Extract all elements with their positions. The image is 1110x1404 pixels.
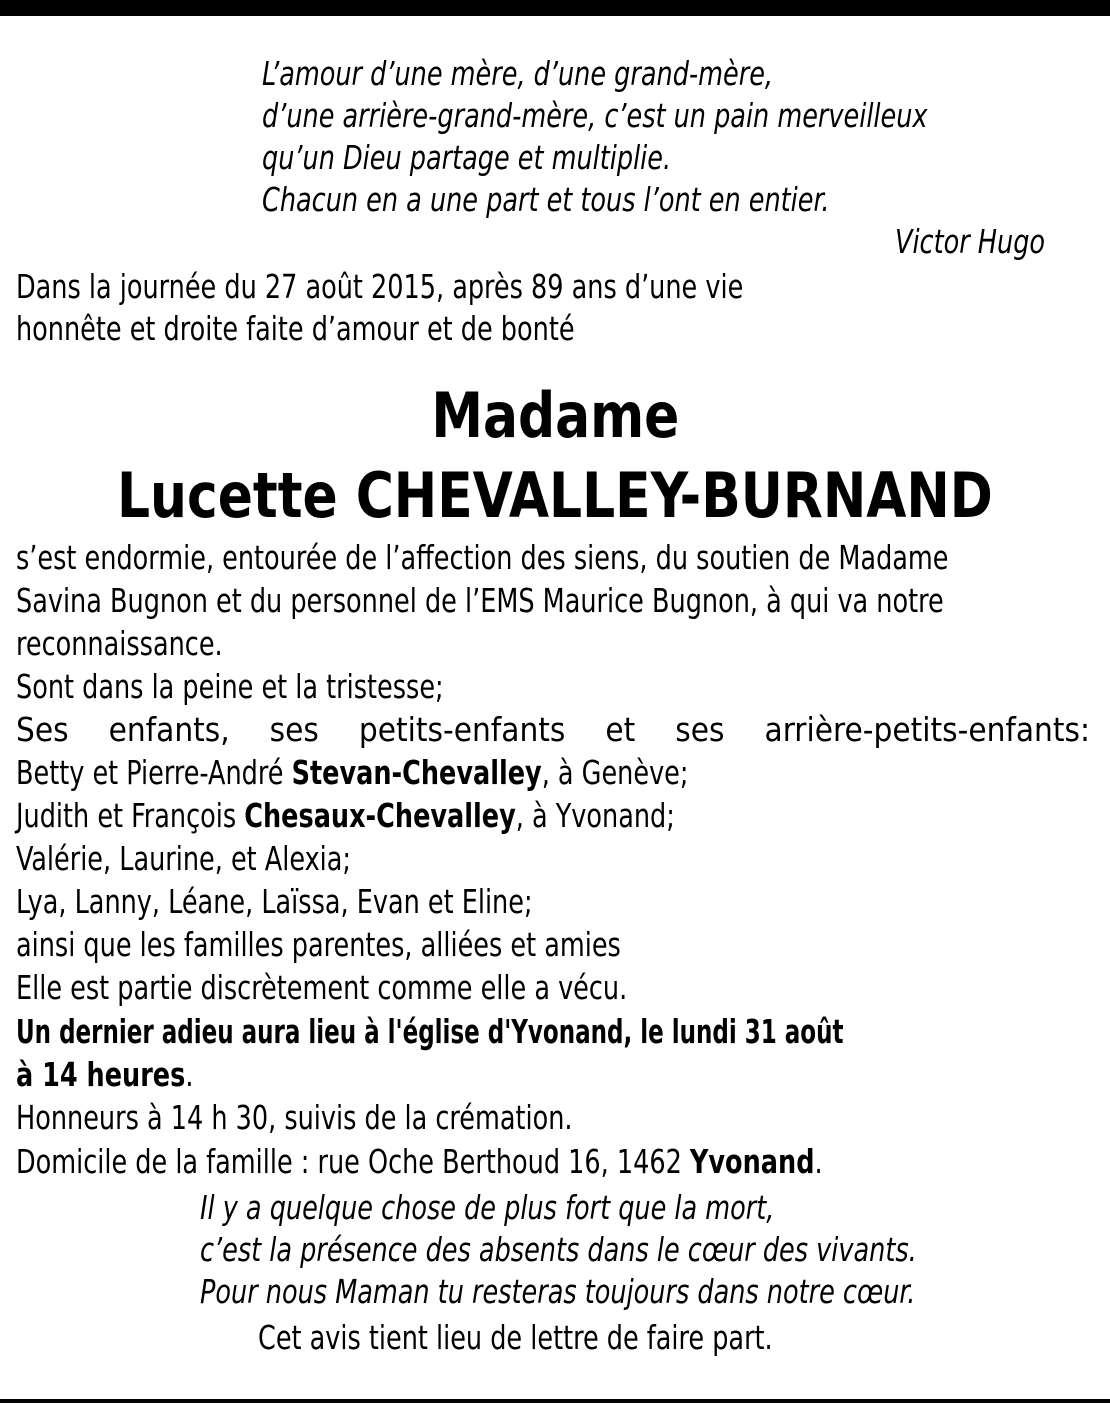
body-line-5-word: ses (675, 710, 725, 749)
deceased-name-text: Lucette CHEVALLEY-BURNAND (117, 459, 993, 532)
body-line-3: reconnaissance. (16, 624, 223, 663)
body-line-1: s’est endormie, entourée de l’affection des siens, du soutien de Madame (16, 538, 949, 577)
domicile-address: Domicile de la famille : rue Oche Berthoud 16, 1462 (16, 1142, 690, 1181)
body-line-5 (16, 708, 1090, 752)
body-line-2: Savina Bugnon et du personnel de l’EMS Maurice Bugnon, à qui va notre (16, 581, 944, 620)
domicile-period: . (814, 1142, 823, 1181)
body-line-5-word: ses (269, 710, 319, 749)
body-line-5-word: petits-enfants (358, 710, 566, 749)
quote-top-line-4: Chacun en a une part et tous l’ont en entier. (262, 180, 830, 219)
family-row-2-place: , à Yvonand; (515, 796, 675, 835)
quote-top-author: Victor Hugo (895, 222, 1046, 261)
quote-top-line-2: d’une arrière-grand-mère, c’est un pain merveilleux (262, 96, 928, 135)
body-line-5-word: arrière-petits-enfants: (764, 710, 1090, 749)
top-border-rule (0, 0, 1110, 16)
bottom-border-rule (0, 1399, 1110, 1403)
family-row-1-place: , à Genève; (541, 753, 689, 792)
family-row-2-surname: Chesaux-Chevalley (244, 796, 516, 835)
domicile-town: Yvonand (689, 1142, 815, 1181)
body-line-5-word: et (605, 710, 636, 749)
quote-bottom-line-1: Il y a quelque chose de plus fort que la mort, (200, 1188, 775, 1227)
family-row-1-surname: Stevan-Chevalley (291, 753, 542, 792)
quote-bottom-line-3: Pour nous Maman tu resteras toujours dans notre cœur. (200, 1272, 916, 1311)
intro-line-1: Dans la journée du 27 août 2015, après 89 ans d’une vie (16, 267, 744, 306)
footer-note: Cet avis tient lieu de lettre de faire part. (258, 1318, 773, 1357)
ceremony-line-2-period: . (185, 1055, 194, 1094)
ceremony-line-2 (16, 1053, 193, 1097)
family-row-2-first-names: Judith et François (16, 796, 245, 835)
ceremony-domicile (16, 1140, 823, 1184)
family-row-3: Valérie, Laurine, et Alexia; (16, 839, 352, 878)
family-row-2 (16, 794, 675, 838)
family-row-4: Lya, Lanny, Léane, Laïssa, Evan et Eline; (16, 882, 533, 921)
ceremony-honours: Honneurs à 14 h 30, suivis de la crémation. (16, 1098, 573, 1137)
family-row-6: Elle est partie discrètement comme elle a vécu. (16, 968, 628, 1007)
family-row-1-first-names: Betty et Pierre-André (16, 753, 292, 792)
intro-line-2: honnête et droite faite d’amour et de bonté (16, 309, 575, 348)
family-row-5: ainsi que les familles parentes, alliées et amies (16, 925, 621, 964)
body-line-4: Sont dans la peine et la tristesse; (16, 667, 444, 706)
deceased-title (0, 376, 1110, 456)
quote-bottom-line-2: c’est la présence des absents dans le cœur des vivants. (200, 1230, 917, 1269)
ceremony-line-1: Un dernier adieu aura lieu à l'église d'Yvonand, le lundi 31 août (16, 1012, 844, 1051)
deceased-name (0, 456, 1110, 536)
deceased-title-text: Madame (430, 379, 680, 452)
family-row-1 (16, 751, 689, 795)
quote-top-line-3: qu’un Dieu partage et multiplie. (262, 138, 672, 177)
quote-top-line-1: L’amour d’une mère, d’une grand-mère, (262, 54, 774, 93)
body-line-5-word: enfants, (108, 710, 230, 749)
body-line-5-word: Ses (16, 710, 69, 749)
ceremony-time: à 14 heures (16, 1055, 186, 1094)
